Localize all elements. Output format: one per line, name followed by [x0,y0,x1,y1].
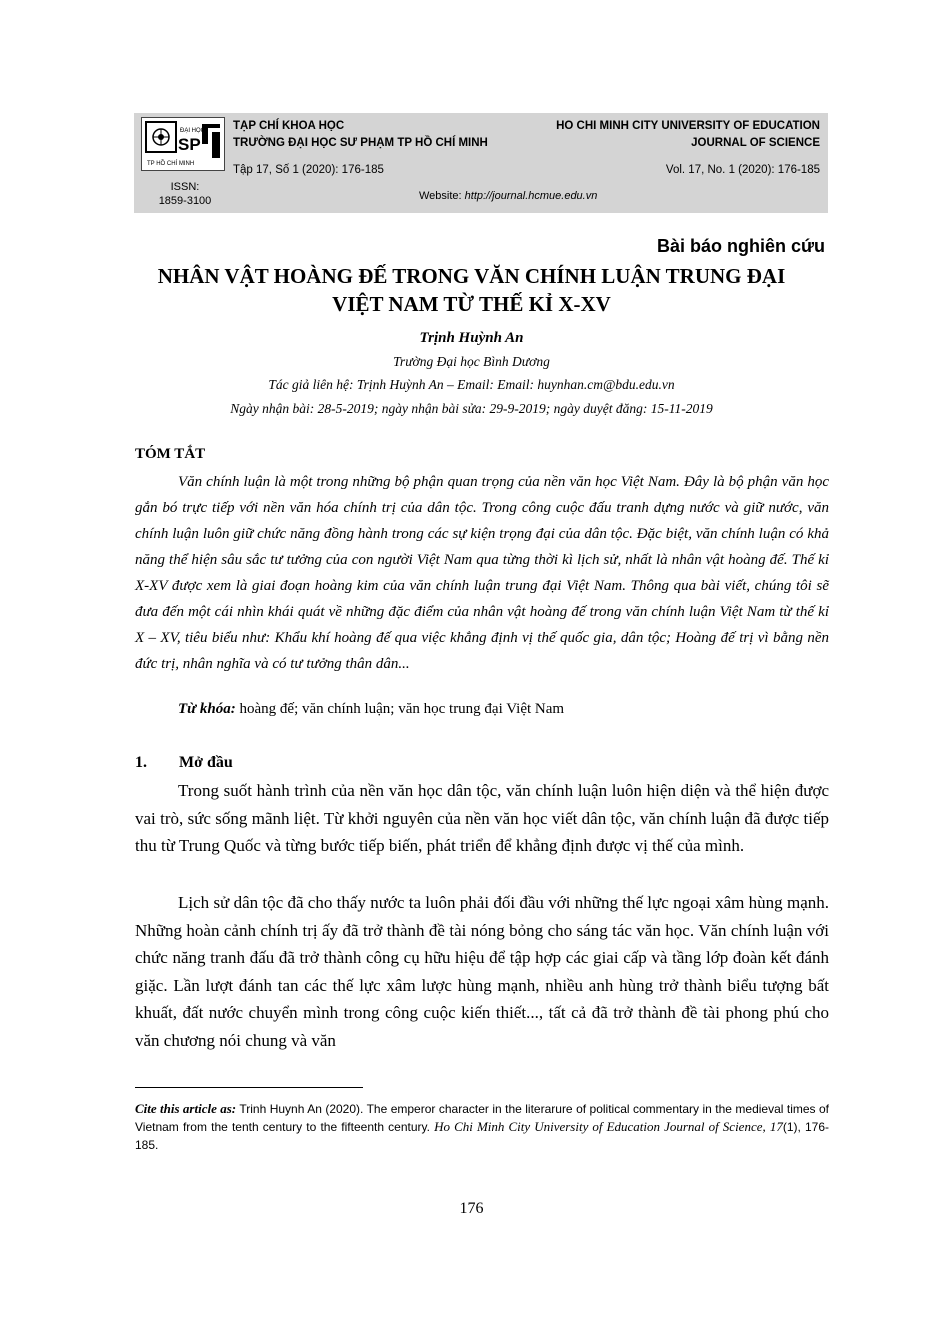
article-type: Bài báo nghiên cứu [656,236,825,256]
keywords [178,701,564,718]
page-number: 176 [459,1200,484,1217]
journal-name-vn-line1: TẠP CHÍ KHOA HỌC [233,120,345,132]
section-heading [135,754,233,772]
logo-graphic [142,118,224,170]
volume-info-en: Vol. 17, No. 1 (2020): 176-185 [665,164,820,176]
journal-name-vn-line2: TRƯỜNG ĐẠI HỌC SƯ PHẠM TP HỒ CHÍ MINH [233,137,488,149]
body-paragraph-1: Trong suốt hành trình của nền văn học dân tộc, văn chính luận luôn hiện diện và thể hiện được vai trò, sức sống mãnh liệt. Từ khởi nguyên của nền văn học viết dân tộc, văn chính luận đã được tiếp thu từ Trung Quốc và từng bước tiếp biến, phát triển để khẳng định được vị thế của mình. [135,781,829,855]
issn-value: 1859-3100 [158,195,212,207]
citation-label: Cite this article as: [135,1101,237,1116]
journal-name-en-line2: JOURNAL OF SCIENCE [691,137,820,149]
article-title [60,262,883,318]
section-number: 1. [135,754,147,771]
university-logo [141,117,225,171]
author-name: Trịnh Huỳnh An [419,330,524,346]
website-line [419,189,597,203]
keywords-label: Từ khóa: [178,701,236,717]
article-title-line2: VIỆT NAM TỪ THẾ KỈ X-XV [332,292,611,316]
journal-name-en-line1: HO CHI MINH CITY UNIVERSITY OF EDUCATION [556,120,820,132]
citation-issue: (1), 176-185. [135,1120,830,1152]
abstract-heading: TÓM TẮT [135,446,206,462]
logo-text-main: SP [178,135,201,154]
citation-text: Trinh Huynh An (2020). The emperor character in the literarure of political commentary in the medieval times of Vietnam from the tenth century to the fifteenth century. [135,1102,830,1134]
logo-text-bottom: TP HỒ CHÍ MINH [147,161,195,167]
section-title: Mở đầu [179,754,233,771]
article-title-line1: NHÂN VẬT HOÀNG ĐẾ TRONG VĂN CHÍNH LUẬN TRUNG ĐẠI [157,264,786,288]
contact-info: Tác giả liên hệ: Trịnh Huỳnh An – Email: Email: huynhan.cm@bdu.edu.vn [268,377,675,392]
keywords-text: hoàng đế; văn chính luận; văn học trung đại Việt Nam [235,701,565,717]
author-affiliation: Trường Đại học Bình Dương [393,354,550,369]
body-paragraph-2: Lịch sử dân tộc đã cho thấy nước ta luôn phải đối đầu với những thế lực ngoại xâm hùng mạnh. Những hoàn cảnh chính trị ấy đã trở thành đề tài nóng bỏng cho sáng tác văn học. Văn chính luận với chức năng tranh đấu đã trở thành công cụ hữu hiệu để tập hợp các giai cấp và tầng lớp đoàn kết đánh giặc. Lần lượt đánh tan các thế lực xâm lược hùng mạnh, nhiều anh hùng trở thành biểu tượng bất khuất, đất nước chuyển mình trong công cuộc kiến thiết..., tất cả đã trở thành đề tài phong phú cho văn chương nói chung và văn [135,893,829,1050]
volume-info-vn: Tập 17, Số 1 (2020): 176-185 [233,164,384,176]
citation-journal: Ho Chi Minh City University of Education Journal of Science, 17 [434,1119,783,1134]
citation-footnote [135,1100,829,1154]
website-label: Website: [419,190,462,202]
journal-header [134,113,828,213]
abstract-text: Văn chính luận là một trong những bộ phận quan trọng của nền văn học Việt Nam. Đây là bộ phận văn học gắn bó trực tiếp với nền văn hóa chính trị của dân tộc. Trong công cuộc đấu tranh dựng nước và giữ nước, văn chính luận luôn giữ chức năng đồng hành trong các sự kiện trọng đại của dân tộc. Đặc biệt, văn chính luận có khả năng thể hiện sâu sắc tư tưởng của con người Việt Nam qua từng thời kì lịch sử, nhất là nhân vật hoàng đế. Thế kỉ X-XV được xem là giai đoạn hoàng kim của văn chính luận trung đại Việt Nam. Thông qua bài viết, chúng tôi sẽ đưa đến một cái nhìn khái quát về những đặc điểm của nhân vật hoàng đế trong văn chính luận Việt Nam từ thế kỉ X – XV, tiêu biểu như: Khẩu khí hoàng đế qua việc khẳng định vị thế quốc gia, dân tộc; Hoàng đế trị vì bằng nền đức trị, nhân nghĩa và có tư tưởng thân dân... [135,474,829,672]
footnote-divider [135,1087,363,1088]
logo-text-top: ĐẠI HỌC [180,128,206,134]
website-link[interactable]: http://journal.hcmue.edu.vn [464,190,598,202]
issn-label: ISSN: [170,181,200,193]
submission-dates: Ngày nhận bài: 28-5-2019; ngày nhận bài sửa: 29-9-2019; ngày duyệt đăng: 15-11-2019 [230,401,713,416]
